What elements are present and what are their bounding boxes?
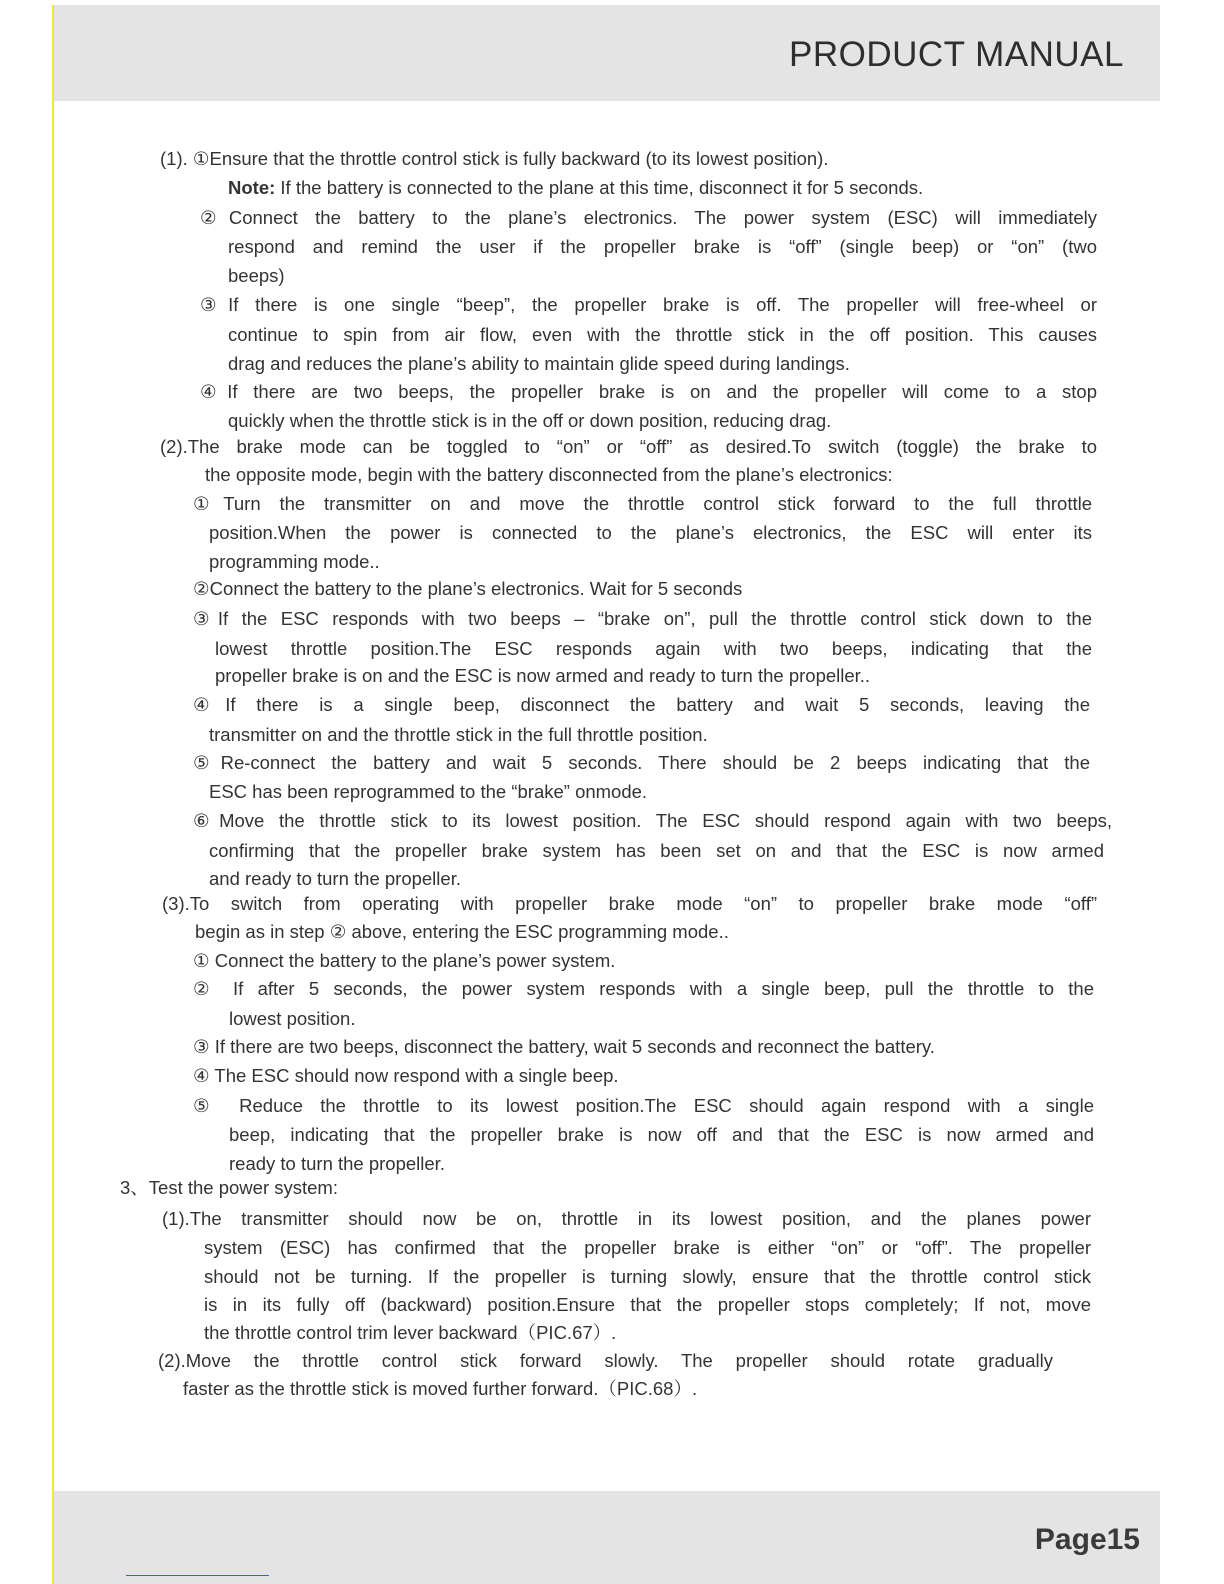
- text-line: lowest throttle position.The ESC responds again with two beeps, indicating that the: [215, 638, 1092, 659]
- text-line: lowest position.: [229, 1008, 356, 1029]
- text-line: should not be turning. If the propeller is turning slowly, ensure that the throttle control stick: [204, 1266, 1091, 1287]
- text-line: ⑤ Reduce the throttle to its lowest position.The ESC should again respond with a single: [193, 1095, 1094, 1116]
- text-line: ready to turn the propeller.: [229, 1153, 445, 1174]
- note-label: Note:: [228, 177, 276, 198]
- text-line: ③If the ESC responds with two beeps – “brake on”, pull the throttle control stick down to the: [193, 608, 1092, 629]
- text-line: (1).The transmitter should now be on, throttle in its lowest position, and the planes power: [162, 1208, 1091, 1229]
- text-line: respond and remind the user if the propeller brake is “off” (single beep) or “on” (two: [228, 236, 1097, 257]
- text-line: ② If after 5 seconds, the power system responds with a single beep, pull the throttle to the: [193, 978, 1094, 999]
- text-line: (2).The brake mode can be toggled to “on” or “off” as desired.To switch (toggle) the brake to: [160, 436, 1097, 457]
- text-line: ⑤Re-connect the battery and wait 5 seconds. There should be 2 beeps indicating that the: [193, 752, 1090, 773]
- text-line: is in its fully off (backward) position.Ensure that the propeller stops completely; If not, move: [204, 1294, 1091, 1315]
- text-line: system (ESC) has confirmed that the propeller brake is either “on” or “off”. The propeller: [204, 1237, 1091, 1258]
- header-title: PRODUCT MANUAL: [788, 35, 1124, 74]
- text-line: transmitter on and the throttle stick in the full throttle position.: [209, 724, 708, 745]
- text-line: continue to spin from air flow, even with the throttle stick in the off position. This causes: [228, 324, 1097, 345]
- text-line: faster as the throttle stick is moved further forward.（PIC.68）.: [183, 1378, 698, 1399]
- text-line: ESC has been reprogrammed to the “brake” onmode.: [209, 781, 648, 802]
- text-line: the throttle control trim lever backward（PIC.67）.: [204, 1322, 617, 1343]
- text-line: begin as in step ② above, entering the ESC programming mode..: [195, 921, 729, 942]
- text-line: drag and reduces the plane’s ability to maintain glide speed during landings.: [228, 353, 850, 374]
- text-line: the opposite mode, begin with the battery disconnected from the plane’s electronics:: [205, 464, 893, 485]
- text-line: beeps): [228, 265, 285, 286]
- text-line: beep, indicating that the propeller brake is now off and that the ESC is now armed and: [229, 1124, 1094, 1145]
- text-line: programming mode..: [209, 551, 380, 572]
- text-line: ⑥Move the throttle stick to its lowest position. The ESC should respond again with two beeps,: [193, 810, 1112, 831]
- footer-link-underline: [126, 1575, 269, 1576]
- text-line: ① Connect the battery to the plane’s power system.: [193, 950, 616, 971]
- note-text: If the battery is connected to the plane at this time, disconnect it for 5 seconds.: [275, 177, 924, 198]
- text-line: ④If there is a single beep, disconnect the battery and wait 5 seconds, leaving the: [193, 694, 1090, 715]
- page-edge-stripe: [52, 5, 54, 1584]
- text-line: ③If there is one single “beep”, the propeller brake is off. The propeller will free-wheel or: [200, 294, 1097, 315]
- text-line: (1). ①Ensure that the throttle control stick is fully backward (to its lowest position).: [160, 148, 829, 169]
- text-line: ①Turn the transmitter on and move the throttle control stick forward to the full throttle: [193, 493, 1092, 514]
- text-line: (3).To switch from operating with propeller brake mode “on” to propeller brake mode “off”: [162, 893, 1097, 914]
- note-line: [228, 177, 923, 199]
- text-line: position.When the power is connected to the plane’s electronics, the ESC will enter its: [209, 522, 1092, 543]
- text-line: ④If there are two beeps, the propeller brake is on and the propeller will come to a stop: [200, 381, 1097, 402]
- text-line: ③ If there are two beeps, disconnect the battery, wait 5 seconds and reconnect the battery.: [193, 1036, 935, 1057]
- page-number: Page15: [1034, 1523, 1140, 1556]
- section-heading: 3、Test the power system:: [120, 1177, 338, 1198]
- text-line: ④ The ESC should now respond with a single beep.: [193, 1065, 619, 1086]
- page-footer: [54, 1491, 1160, 1584]
- text-line: quickly when the throttle stick is in the off or down position, reducing drag.: [228, 410, 832, 431]
- text-line: ②Connect the battery to the plane’s electronics. The power system (ESC) will immediately: [200, 207, 1097, 228]
- page-header: [54, 5, 1160, 101]
- text-line: and ready to turn the propeller.: [209, 868, 461, 889]
- text-line: (2).Move the throttle control stick forward slowly. The propeller should rotate gradually: [158, 1350, 1053, 1371]
- text-line: confirming that the propeller brake system has been set on and that the ESC is now armed: [209, 840, 1104, 861]
- text-line: ②Connect the battery to the plane’s electronics. Wait for 5 seconds: [193, 578, 743, 599]
- text-line: propeller brake is on and the ESC is now armed and ready to turn the propeller..: [215, 665, 871, 686]
